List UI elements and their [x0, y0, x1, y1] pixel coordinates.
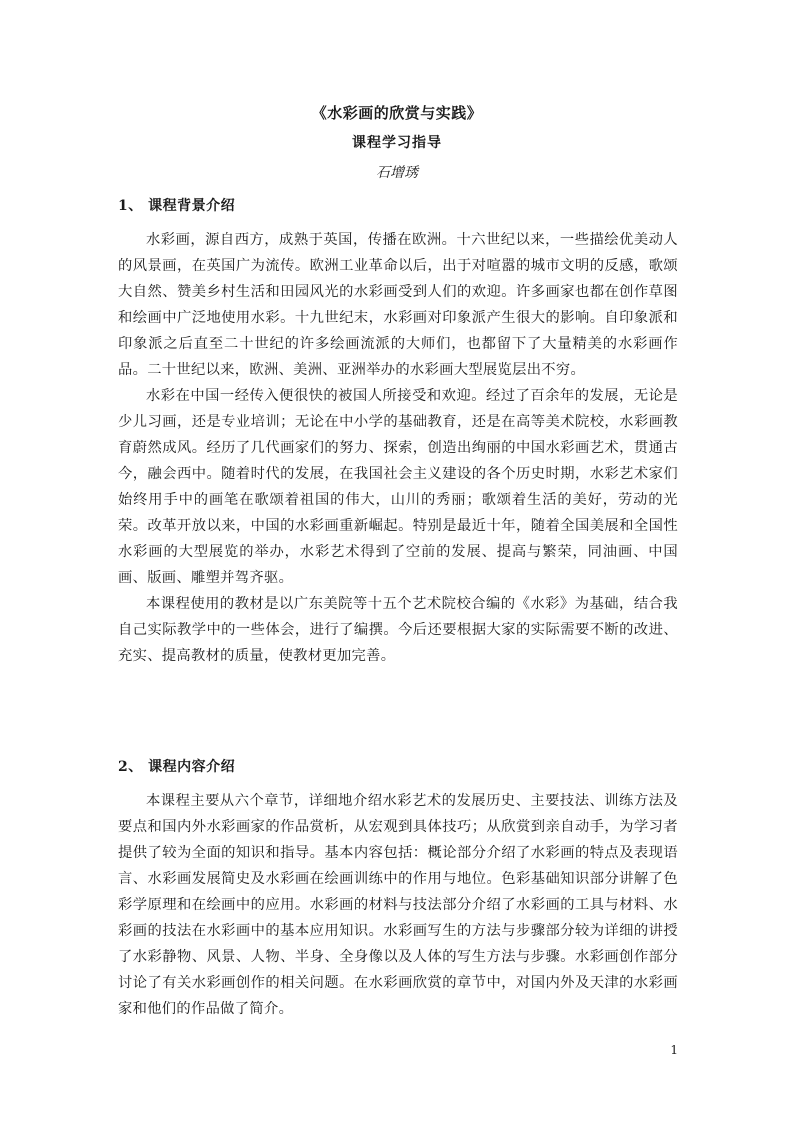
- section-content: [118, 788, 678, 1022]
- paragraph: 水彩在中国一经传入便很快的被国人所接受和欢迎。经过了百余年的发展，无论是少儿习画，还是专业培训；无论在中小学的基础教育，还是在高等美术院校，水彩画教育蔚然成风。经历了几代画家们的努力、探索，创造出绚丽的中国水彩画艺术，贯通古今，融会西中。随着时代的发展，在我国社会主义建设的各个历史时期，水彩艺术家们始终用手中的画笔在歌颂着祖国的伟大，山川的秀丽；歌颂着生活的美好，劳动的光荣。改革开放以来，中国的水彩画重新崛起。特别是最近十年，随着全国美展和全国性水彩画的大型展览的举办，水彩艺术得到了空前的发展、提高与繁荣，同油画、中国画、版画、雕塑并驾齐驱。: [118, 388, 678, 586]
- document-author: 石增琇: [376, 165, 418, 181]
- document-title: 《水彩画的欣赏与实践》: [311, 104, 483, 122]
- document-subtitle: 课程学习指导: [352, 135, 442, 151]
- section-heading-background: 1、 课程背景介绍: [118, 198, 236, 214]
- section-background: [118, 227, 678, 669]
- paragraph: 水彩画，源自西方，成熟于英国，传播在欧洲。十六世纪以来，一些描绘优美动人的风景画，在英国广为流传。欧洲工业革命以后，出于对喧嚣的城市文明的反感，歌颂大自然、赞美乡村生活和田园风光的水彩画受到人们的欢迎。许多画家也都在创作草图和绘画中广泛地使用水彩。十九世纪末，水彩画对印象派产生很大的影响。自印象派和印象派之后直至二十世纪的许多绘画流派的大师们，也都留下了大量精美的水彩画作品。二十世纪以来，欧洲、美洲、亚洲举办的水彩画大型展览层出不穷。: [118, 232, 678, 378]
- section-heading-content: 2、 课程内容介绍: [118, 759, 236, 775]
- page-number: 1: [670, 1043, 678, 1057]
- paragraph: 本课程使用的教材是以广东美院等十五个艺术院校合编的《水彩》为基础，结合我自己实际教学中的一些体会，进行了编撰。今后还要根据大家的实际需要不断的改进、充实、提高教材的质量，使教材更加完善。: [118, 596, 678, 664]
- paragraph: 本课程主要从六个章节，详细地介绍水彩艺术的发展历史、主要技法、训练方法及要点和国内外水彩画家的作品赏析，从宏观到具体技巧；从欣赏到亲自动手，为学习者提供了较为全面的知识和指导。基本内容包括：概论部分介绍了水彩画的特点及表现语言、水彩画发展简史及水彩画在绘画训练中的作用与地位。色彩基础知识部分讲解了色彩学原理和在绘画中的应用。水彩画的材料与技法部分介绍了水彩画的工具与材料、水彩画的技法在水彩画中的基本应用知识。水彩画写生的方法与步骤部分较为详细的讲授了水彩静物、风景、人物、半身、全身像以及人体的写生方法与步骤。水彩画创作部分讨论了有关水彩画创作的相关问题。在水彩画欣赏的章节中，对国内外及天津的水彩画家和他们的作品做了简介。: [118, 793, 678, 1017]
